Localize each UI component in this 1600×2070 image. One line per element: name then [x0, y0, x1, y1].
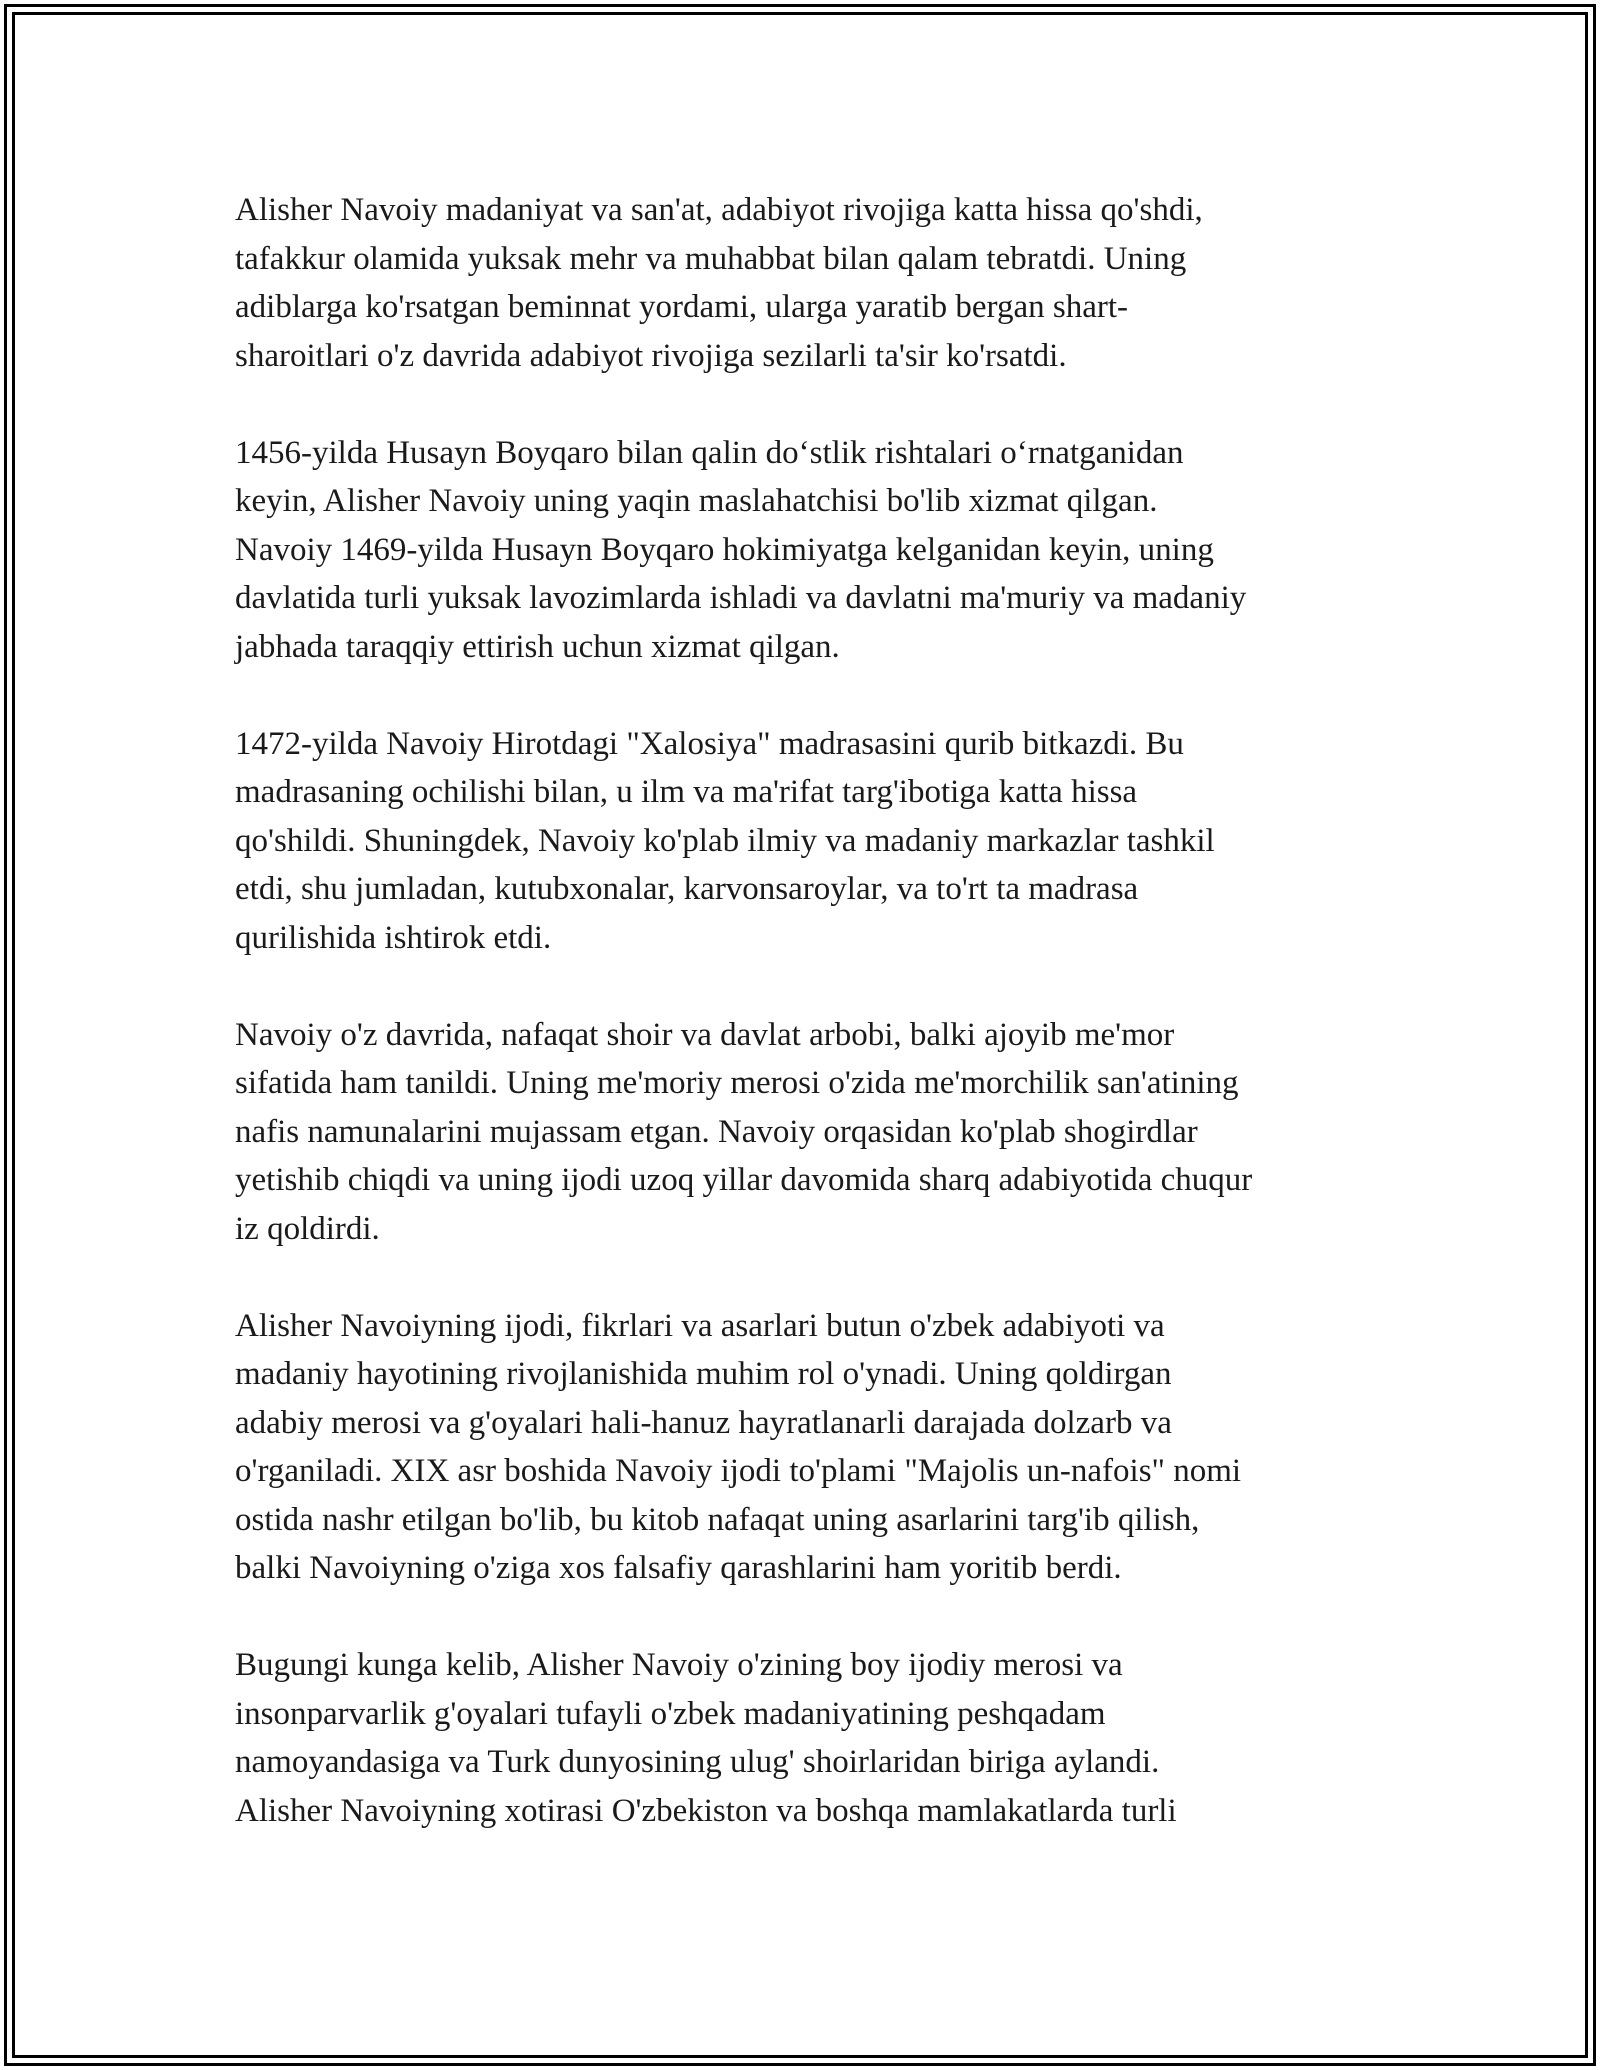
paragraph: [235, 720, 1395, 963]
text-line: iz qoldirdi.: [235, 1210, 380, 1247]
paragraph: [235, 1302, 1395, 1593]
text-line: qurilishida ishtirok etdi.: [235, 919, 552, 956]
paragraph: [235, 186, 1395, 380]
text-line: Alisher Navoiyning ijodi, fikrlari va asarlari butun o'zbek adabiyoti va: [235, 1307, 1165, 1344]
text-line: Navoiy 1469-yilda Husayn Boyqaro hokimiyatga kelganidan keyin, uning: [235, 531, 1214, 568]
text-line: tafakkur olamida yuksak mehr va muhabbat bilan qalam tebratdi. Uning: [235, 240, 1187, 277]
text-line: Alisher Navoiyning xotirasi O'zbekiston va boshqa mamlakatlarda turli: [235, 1792, 1177, 1829]
text-line: balki Navoiyning o'ziga xos falsafiy qarashlarini ham yoritib berdi.: [235, 1550, 1122, 1586]
text-line: Navoiy o'z davrida, nafaqat shoir va davlat arbobi, balki ajoyib me'mor: [235, 1016, 1175, 1053]
text-line: madaniy hayotining rivojlanishida muhim rol o'ynadi. Uning qoldirgan: [235, 1356, 1172, 1392]
text-line: Bugungi kunga kelib, Alisher Navoiy o'zining boy ijodiy merosi va: [235, 1647, 1123, 1683]
paragraph: [235, 1011, 1395, 1254]
text-line: yetishib chiqdi va uning ijodi uzoq yillar davomida sharq adabiyotida chuqur: [235, 1162, 1253, 1198]
text-line: keyin, Alisher Navoiy uning yaqin maslahatchisi bo'lib xizmat qilgan.: [235, 483, 1158, 519]
text-line: o'rganiladi. XIX asr boshida Navoiy ijodi to'plami "Majolis un-nafois" nomi: [235, 1453, 1242, 1489]
paragraph: [235, 1641, 1395, 1835]
paragraph: [235, 429, 1395, 672]
text-line: sharoitlari o'z davrida adabiyot rivojiga sezilarli ta'sir ko'rsatdi.: [235, 337, 1067, 374]
text-line: Alisher Navoiy madaniyat va san'at, adabiyot rivojiga katta hissa qo'shdi,: [235, 192, 1203, 228]
text-line: ostida nashr etilgan bo'lib, bu kitob nafaqat uning asarlarini targ'ib qilish,: [235, 1501, 1200, 1538]
text-line: 1472-yilda Navoiy Hirotdagi "Xalosiya" madrasasini qurib bitkazdi. Bu: [235, 725, 1184, 762]
text-line: etdi, shu jumladan, kutubxonalar, karvonsaroylar, va to'rt ta madrasa: [235, 871, 1139, 907]
text-line: qo'shildi. Shuningdek, Navoiy ko'plab ilmiy va madaniy markazlar tashkil: [235, 822, 1215, 859]
text-line: namoyandasiga va Turk dunyosining ulug' shoirlaridan biriga aylandi.: [235, 1744, 1160, 1780]
text-line: insonparvarlik g'oyalari tufayli o'zbek madaniyatining peshqadam: [235, 1695, 1106, 1732]
text-line: nafis namunalarini mujassam etgan. Navoiy orqasidan ko'plab shogirdlar: [235, 1113, 1198, 1150]
text-line: adiblarga ko'rsatgan beminnat yordami, ularga yaratib bergan shart-: [235, 289, 1128, 325]
document-body: [235, 186, 1395, 1884]
text-line: adabiy merosi va g'oyalari hali-hanuz hayratlanarli darajada dolzarb va: [235, 1404, 1172, 1441]
text-line: jabhada taraqqiy ettirish uchun xizmat qilgan.: [235, 628, 840, 665]
text-line: sifatida ham tanildi. Uning me'moriy merosi o'zida me'morchilik san'atining: [235, 1065, 1239, 1101]
text-line: 1456-yilda Husayn Boyqaro bilan qalin do‘stlik rishtalari o‘rnatganidan: [235, 434, 1184, 471]
text-line: madrasaning ochilishi bilan, u ilm va ma'rifat targ'ibotiga katta hissa: [235, 774, 1138, 810]
text-line: davlatida turli yuksak lavozimlarda ishladi va davlatni ma'muriy va madaniy: [235, 580, 1247, 616]
